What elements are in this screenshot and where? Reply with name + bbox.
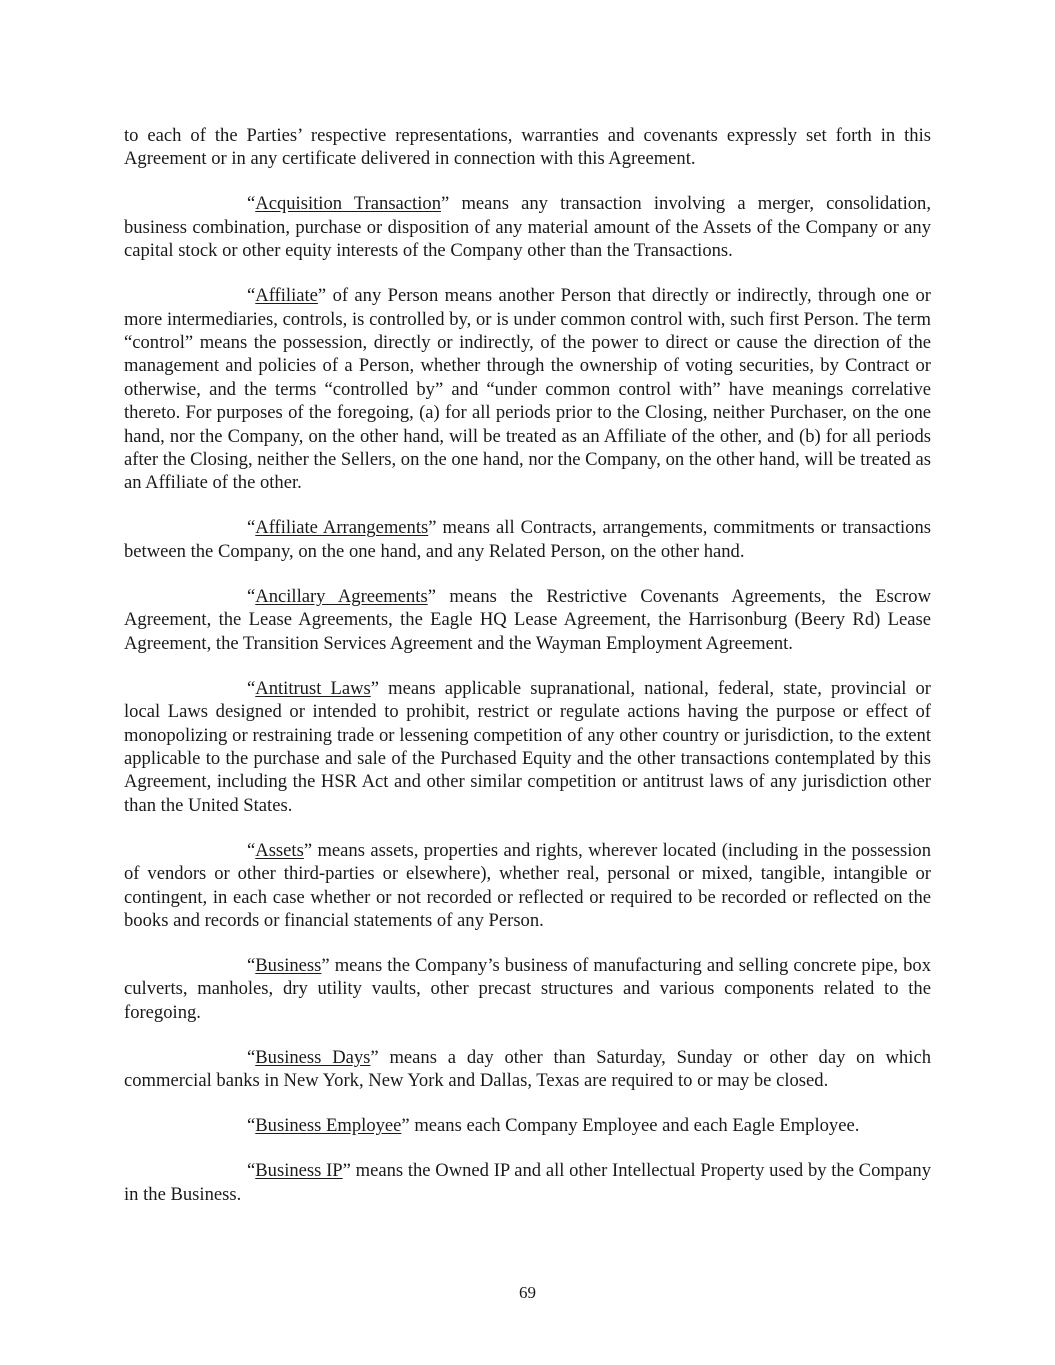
document-body [124,124,931,1228]
definition-text: means a day other than Saturday, Sunday or other day on which commercial banks in New York, New York and Dallas, Texas are required to or may be closed. [124,1046,932,1092]
definition-antitrust-laws: “Antitrust Laws” means applicable supranational, national, federal, state, provincial or local Laws designed or intended to prohibit, restrict or regulate actions having the purpose or effect of monopolizing or restraining trade or lessening competition of any other country or jurisdiction, to the extent applicable to the purchase and sale of the Purchased Equity and the other transactions contemplated by this Agreement, including the HSR Act and other similar competition or antitrust laws of any jurisdiction other than the United States. [124,677,931,816]
defined-term: Business [255,954,322,976]
defined-term: Business Days [255,1046,371,1068]
definition-text: means the Owned IP and all other Intellectual Property used by the Company in the Business. [124,1160,931,1205]
defined-term: Business IP [255,1160,343,1182]
definition-text: of any Person means another Person that directly or indirectly, through one or more intermediaries, controls, is controlled by, or is under common control with, such first Person. The term “control” means the possession, directly or indirectly, of the power to direct or cause the direction of the management and policies of a Person, whether through the ownership of voting securities, by Contract or otherwise, and the terms “controlled by” and “under common control with” have meanings correlative thereto. For purposes of the foregoing, (a) for all periods prior to the Closing, neither Purchaser, on the one hand, nor the Company, on the other hand, will be treated as an Affiliate of the other, and (b) for all periods after the Closing, neither the Sellers, on the one hand, nor the Company, on the other hand, will be treated as an Affiliate of the other. [124,285,931,494]
definition-text: means applicable supranational, national, federal, state, provincial or local Laws designed or intended to prohibit, restrict or regulate actions having the purpose or effect of monopolizing or restraining trade or lessening competition of any other country or jurisdiction, to the extent applicable to the purchase and sale of the Purchased Equity and the other transactions contemplated by this Agreement, including the HSR Act and other similar competition or antitrust laws of any jurisdiction other than the United States. [124,677,931,816]
defined-term: Acquisition Transaction [255,193,441,215]
defined-term: Business Employee [255,1115,402,1137]
definition-text: means the Company’s business of manufacturing and selling concrete pipe, box culverts, manholes, dry utility vaults, other precast structures and various components related to the foregoing. [124,954,931,1023]
definition-business-days: “Business Days” means a day other than Saturday, Sunday or other day on which commercial banks in New York, New York and Dallas, Texas are required to or may be closed. [124,1046,932,1092]
definition-acquisition-transaction: “Acquisition Transaction” means any transaction involving a merger, consolidation, business combination, purchase or disposition of any material amount of the Assets of the Company or any capital stock or other equity interests of the Company other than the Transactions. [124,193,931,262]
page-number: 69 [519,1283,536,1302]
definition-assets: “Assets” means assets, properties and rights, wherever located (including in the possession of vendors or other third-parties or elsewhere), whether real, personal or mixed, tangible, intangible or contingent, in each case whether or not recorded or reflected or required to be recorded or reflected on the books and records or financial statements of any Person. [124,839,931,931]
defined-term: Affiliate Arrangements [255,517,429,539]
defined-term: Assets [255,839,304,861]
defined-term: Antitrust Laws [255,677,371,699]
definition-text: means the Restrictive Covenants Agreements, the Escrow Agreement, the Lease Agreements, the Eagle HQ Lease Agreement, the Harrisonburg (Beery Rd) Lease Agreement, the Transition Services Agreement and the Wayman Employment Agreement. [124,585,932,654]
definition-text: means each Company Employee and each Eagle Employee. [414,1115,860,1137]
definition-text: means any transaction involving a merger, consolidation, business combination, purchase or disposition of any material amount of the Assets of the Company or any capital stock or other equity interests of the Company other than the Transactions. [124,193,931,262]
definition-ancillary-agreements: “Ancillary Agreements” means the Restrictive Covenants Agreements, the Escrow Agreement, the Lease Agreements, the Eagle HQ Lease Agreement, the Harrisonburg (Beery Rd) Lease Agreement, the Transition Services Agreement and the Wayman Employment Agreement. [124,585,932,654]
definition-business: “Business” means the Company’s business of manufacturing and selling concrete pipe, box culverts, manholes, dry utility vaults, other precast structures and various components related to the foregoing. [124,954,931,1023]
defined-term: Ancillary Agreements [255,585,428,607]
definition-business-employee: “Business Employee” means each Company Employee and each Eagle Employee. [247,1115,860,1137]
definition-affiliate: “Affiliate” of any Person means another Person that directly or indirectly, through one or more intermediaries, controls, is controlled by, or is under common control with, such first Person. The term “control” means the possession, directly or indirectly, of the power to direct or cause the direction of the management and policies of a Person, whether through the ownership of voting securities, by Contract or otherwise, and the terms “controlled by” and “under common control with” have meanings correlative thereto. For purposes of the foregoing, (a) for all periods prior to the Closing, neither Purchaser, on the one hand, nor the Company, on the other hand, will be treated as an Affiliate of the other, and (b) for all periods after the Closing, neither the Sellers, on the one hand, nor the Company, on the other hand, will be treated as an Affiliate of the other. [124,285,931,494]
defined-term: Affiliate [255,285,318,307]
definition-affiliate-arrangements: “Affiliate Arrangements” means all Contracts, arrangements, commitments or transactions between the Company, on the one hand, and any Related Person, on the other hand. [124,517,931,562]
definition-text: means assets, properties and rights, wherever located (including in the possession of vendors or other third-parties or elsewhere), whether real, personal or mixed, tangible, intangible or contingent, in each case whether or not recorded or reflected or required to be recorded or reflected on the books and records or financial statements of any Person. [124,839,931,931]
definition-text: means all Contracts, arrangements, commitments or transactions between the Company, on the one hand, and any Related Person, on the other hand. [124,517,931,562]
definition-business-ip: “Business IP” means the Owned IP and all other Intellectual Property used by the Company in the Business. [124,1160,931,1205]
intro-paragraph: to each of the Parties’ respective representations, warranties and covenants expressly set forth in this Agreement or in any certificate delivered in connection with this Agreement. [124,125,931,170]
